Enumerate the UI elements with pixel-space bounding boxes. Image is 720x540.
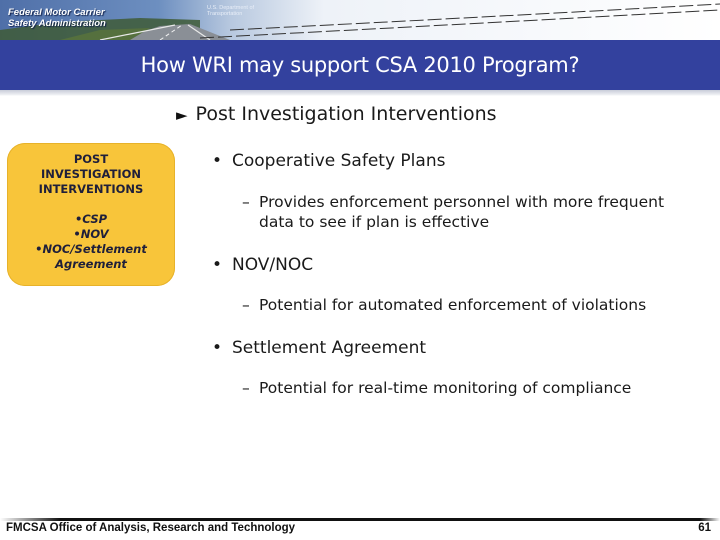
bullet-dot-icon: • (212, 338, 223, 358)
agency-name-line2: Safety Administration (8, 18, 106, 29)
footer-divider (0, 518, 720, 521)
bullet-text: NOV/NOC (232, 255, 314, 275)
bullet-dot-icon: • (212, 255, 223, 275)
callout-item: •CSP (74, 212, 108, 226)
slide-title: How WRI may support CSA 2010 Program? (0, 40, 720, 90)
right-triangle-icon: ► (176, 106, 188, 124)
dash-marker: – (242, 379, 250, 397)
sub-bullet-text: Potential for automated enforcement of violations (259, 296, 647, 314)
sub-bullet-text: Potential for real-time monitoring of compliance (259, 379, 632, 397)
callout-title-line: INTERVENTIONS (38, 182, 144, 196)
dot-logo-line2: Transportation (207, 11, 243, 17)
callout-title-line: INVESTIGATION (40, 167, 142, 181)
bullet-text: Cooperative Safety Plans (232, 151, 446, 171)
callout-item: •NOV (73, 227, 109, 241)
callout-title-line: POST (73, 152, 109, 166)
dash-marker: – (242, 296, 250, 314)
callout-item: •NOC/Settlement (35, 242, 147, 256)
dot-logo-line1: U.S. Department of (207, 5, 255, 11)
section-heading-text: Post Investigation Interventions (195, 103, 497, 125)
sub-bullet-text: Provides enforcement personnel with more frequent data to see if plan is effective (259, 193, 665, 231)
page-number: 61 (698, 522, 711, 534)
footer-text: FMCSA Office of Analysis, Research and Technology (6, 522, 296, 534)
bullet-text: Settlement Agreement (232, 338, 427, 358)
dash-marker: – (242, 193, 250, 211)
callout-item: Agreement (55, 257, 127, 271)
agency-name-line1: Federal Motor Carrier (8, 7, 105, 18)
bullet-dot-icon: • (212, 151, 223, 171)
